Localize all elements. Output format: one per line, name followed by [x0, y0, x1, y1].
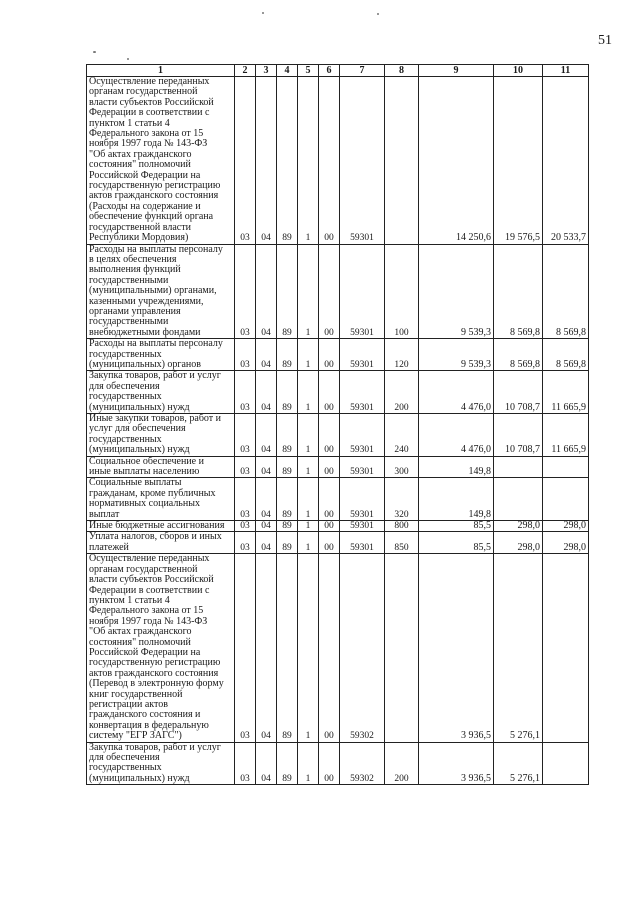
- cell-col-8: [385, 77, 419, 245]
- cell-col-9: 3 936,5: [419, 554, 494, 742]
- cell-col-2: 03: [235, 521, 256, 532]
- cell-col-2: 03: [235, 244, 256, 339]
- cell-col-7: 59301: [340, 244, 385, 339]
- cell-col-2: 03: [235, 532, 256, 554]
- cell-col-4: 89: [277, 742, 298, 785]
- cell-col-2: 03: [235, 414, 256, 457]
- cell-col-11: 20 533,7: [543, 77, 589, 245]
- cell-col-3: 04: [256, 339, 277, 371]
- cell-col-10: [494, 478, 543, 521]
- cell-col-7: 59301: [340, 414, 385, 457]
- column-header: 8: [385, 65, 419, 77]
- cell-col-9: 3 936,5: [419, 742, 494, 785]
- row-description: Закупка товаров, работ и услуг для обеспечения государственных (муниципальных) нужд: [87, 371, 235, 414]
- table-row: [87, 742, 589, 785]
- cell-col-4: 89: [277, 244, 298, 339]
- table-row: [87, 478, 589, 521]
- table-row: [87, 456, 589, 478]
- cell-col-8: 320: [385, 478, 419, 521]
- cell-col-4: 89: [277, 478, 298, 521]
- cell-col-9: 85,5: [419, 532, 494, 554]
- cell-col-6: 00: [319, 478, 340, 521]
- cell-col-2: 03: [235, 456, 256, 478]
- cell-col-6: 00: [319, 77, 340, 245]
- cell-col-3: 04: [256, 371, 277, 414]
- table-row: [87, 554, 589, 742]
- cell-col-9: 4 476,0: [419, 414, 494, 457]
- row-description: Осуществление переданных органам государственной власти субъектов Российской Федерации в соответствии с пунктом 1 статьи 4 Федерального закона от 15 ноября 1997 года № 143-ФЗ "Об актах гражданского состояния" полномочий Российской Федерации на государственную регистрацию актов гражданского состояния (Расходы на содержание и обеспечение функций органа государственной власти Республики Мордовия): [87, 77, 235, 245]
- cell-col-6: 00: [319, 554, 340, 742]
- table-row: [87, 521, 589, 532]
- cell-col-3: 04: [256, 532, 277, 554]
- cell-col-6: 00: [319, 521, 340, 532]
- row-description: Социальные выплаты гражданам, кроме публичных нормативных социальных выплат: [87, 478, 235, 521]
- cell-col-4: 89: [277, 77, 298, 245]
- cell-col-9: 14 250,6: [419, 77, 494, 245]
- scan-speck: [93, 51, 96, 53]
- column-header: 6: [319, 65, 340, 77]
- cell-col-9: 149,8: [419, 478, 494, 521]
- cell-col-10: 298,0: [494, 521, 543, 532]
- cell-col-7: 59301: [340, 371, 385, 414]
- cell-col-8: 850: [385, 532, 419, 554]
- cell-col-6: 00: [319, 244, 340, 339]
- cell-col-11: [543, 742, 589, 785]
- cell-col-5: 1: [298, 244, 319, 339]
- cell-col-9: 149,8: [419, 456, 494, 478]
- cell-col-9: 85,5: [419, 521, 494, 532]
- scan-speck: [377, 13, 379, 15]
- column-header: 5: [298, 65, 319, 77]
- header-row: [87, 65, 589, 77]
- table-body: [87, 77, 589, 785]
- cell-col-5: 1: [298, 414, 319, 457]
- row-description: Расходы на выплаты персоналу в целях обеспечения выполнения функций государственными (муниципальными) органами, казенными учреждениями, органами управления государственными внебюджетными фондами: [87, 244, 235, 339]
- cell-col-6: 00: [319, 742, 340, 785]
- table-row: [87, 339, 589, 371]
- cell-col-3: 04: [256, 244, 277, 339]
- cell-col-7: 59302: [340, 742, 385, 785]
- page-number: 51: [598, 33, 612, 48]
- row-description: Иные бюджетные ассигнования: [87, 521, 235, 532]
- table-row: [87, 414, 589, 457]
- cell-col-11: 11 665,9: [543, 371, 589, 414]
- cell-col-11: 8 569,8: [543, 339, 589, 371]
- cell-col-9: 4 476,0: [419, 371, 494, 414]
- cell-col-10: 10 708,7: [494, 414, 543, 457]
- cell-col-7: 59301: [340, 456, 385, 478]
- cell-col-4: 89: [277, 414, 298, 457]
- cell-col-3: 04: [256, 478, 277, 521]
- scan-speck: [127, 58, 129, 60]
- cell-col-11: 298,0: [543, 521, 589, 532]
- row-description: Осуществление переданных органам государственной власти субъектов Российской Федерации в соответствии с пунктом 1 статьи 4 Федерального закона от 15 ноября 1997 года № 143-ФЗ "Об актах гражданского состояния" полномочий Российской Федерации на государственную регистрацию актов гражданского состояния (Перевод в электронную форму книг государственной регистрации актов гражданского состояния и конвертация в федеральную систему "ЕГР ЗАГС"): [87, 554, 235, 742]
- cell-col-4: 89: [277, 532, 298, 554]
- column-header: 7: [340, 65, 385, 77]
- cell-col-3: 04: [256, 554, 277, 742]
- cell-col-2: 03: [235, 478, 256, 521]
- row-description: Иные закупки товаров, работ и услуг для обеспечения государственных (муниципальных) нужд: [87, 414, 235, 457]
- cell-col-7: 59301: [340, 532, 385, 554]
- cell-col-2: 03: [235, 742, 256, 785]
- column-header: 3: [256, 65, 277, 77]
- cell-col-10: 19 576,5: [494, 77, 543, 245]
- cell-col-9: 9 539,3: [419, 339, 494, 371]
- cell-col-2: 03: [235, 77, 256, 245]
- cell-col-5: 1: [298, 742, 319, 785]
- cell-col-5: 1: [298, 371, 319, 414]
- cell-col-10: [494, 456, 543, 478]
- cell-col-10: 298,0: [494, 532, 543, 554]
- cell-col-8: 800: [385, 521, 419, 532]
- column-header: 2: [235, 65, 256, 77]
- cell-col-6: 00: [319, 532, 340, 554]
- column-header: 4: [277, 65, 298, 77]
- cell-col-2: 03: [235, 339, 256, 371]
- cell-col-11: [543, 456, 589, 478]
- column-header: 9: [419, 65, 494, 77]
- cell-col-5: 1: [298, 478, 319, 521]
- cell-col-11: [543, 478, 589, 521]
- cell-col-9: 9 539,3: [419, 244, 494, 339]
- table-row: [87, 532, 589, 554]
- cell-col-5: 1: [298, 532, 319, 554]
- cell-col-10: 5 276,1: [494, 554, 543, 742]
- cell-col-7: 59301: [340, 521, 385, 532]
- cell-col-11: 11 665,9: [543, 414, 589, 457]
- table-row: [87, 244, 589, 339]
- cell-col-3: 04: [256, 77, 277, 245]
- cell-col-3: 04: [256, 742, 277, 785]
- cell-col-5: 1: [298, 521, 319, 532]
- cell-col-7: 59302: [340, 554, 385, 742]
- cell-col-5: 1: [298, 456, 319, 478]
- cell-col-4: 89: [277, 339, 298, 371]
- cell-col-4: 89: [277, 554, 298, 742]
- cell-col-6: 00: [319, 456, 340, 478]
- cell-col-8: 200: [385, 742, 419, 785]
- cell-col-7: 59301: [340, 339, 385, 371]
- column-header: 11: [543, 65, 589, 77]
- cell-col-10: 8 569,8: [494, 244, 543, 339]
- cell-col-2: 03: [235, 554, 256, 742]
- budget-table: [86, 64, 589, 785]
- scan-speck: [262, 12, 264, 14]
- cell-col-7: 59301: [340, 478, 385, 521]
- table-row: [87, 371, 589, 414]
- cell-col-10: 10 708,7: [494, 371, 543, 414]
- cell-col-3: 04: [256, 521, 277, 532]
- cell-col-3: 04: [256, 414, 277, 457]
- cell-col-8: [385, 554, 419, 742]
- cell-col-8: 100: [385, 244, 419, 339]
- cell-col-7: 59301: [340, 77, 385, 245]
- cell-col-8: 120: [385, 339, 419, 371]
- cell-col-8: 300: [385, 456, 419, 478]
- cell-col-6: 00: [319, 371, 340, 414]
- cell-col-10: 8 569,8: [494, 339, 543, 371]
- cell-col-6: 00: [319, 414, 340, 457]
- cell-col-6: 00: [319, 339, 340, 371]
- cell-col-4: 89: [277, 521, 298, 532]
- row-description: Социальное обеспечение и иные выплаты населению: [87, 456, 235, 478]
- column-header: 10: [494, 65, 543, 77]
- row-description: Закупка товаров, работ и услуг для обеспечения государственных (муниципальных) нужд: [87, 742, 235, 785]
- row-description: Уплата налогов, сборов и иных платежей: [87, 532, 235, 554]
- cell-col-5: 1: [298, 554, 319, 742]
- row-description: Расходы на выплаты персоналу государственных (муниципальных) органов: [87, 339, 235, 371]
- cell-col-5: 1: [298, 77, 319, 245]
- cell-col-3: 04: [256, 456, 277, 478]
- cell-col-2: 03: [235, 371, 256, 414]
- cell-col-4: 89: [277, 456, 298, 478]
- cell-col-11: [543, 554, 589, 742]
- cell-col-11: 8 569,8: [543, 244, 589, 339]
- table-row: [87, 77, 589, 245]
- cell-col-10: 5 276,1: [494, 742, 543, 785]
- column-header: 1: [87, 65, 235, 77]
- cell-col-11: 298,0: [543, 532, 589, 554]
- cell-col-5: 1: [298, 339, 319, 371]
- cell-col-4: 89: [277, 371, 298, 414]
- cell-col-8: 200: [385, 371, 419, 414]
- cell-col-8: 240: [385, 414, 419, 457]
